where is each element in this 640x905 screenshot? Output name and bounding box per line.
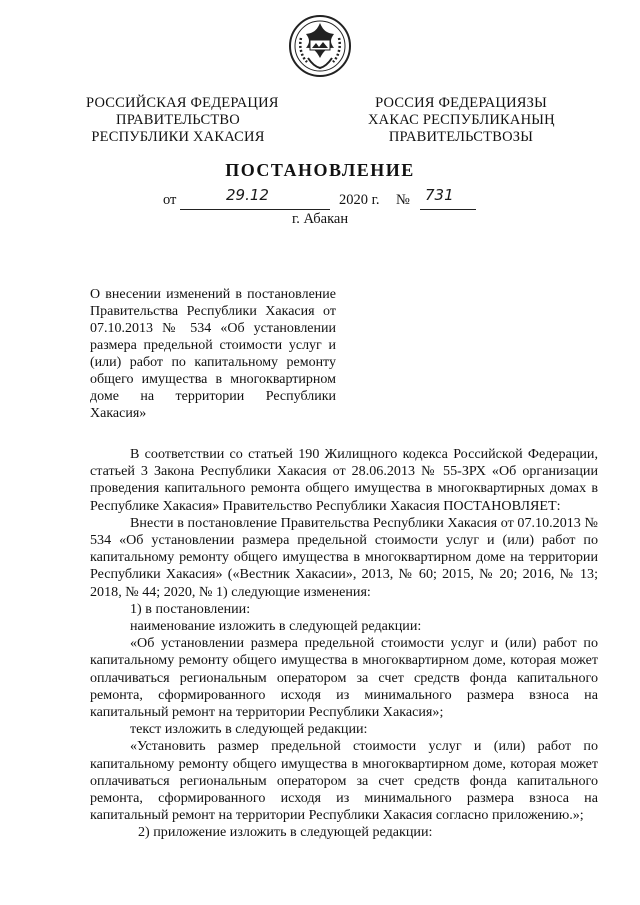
header-left-line-1: РОССИЙСКАЯ ФЕДЕРАЦИЯ [86,95,279,111]
number-sign: № [396,192,410,208]
body-paragraph-8: 2) приложение изложить в следующей редакции: [138,824,433,841]
body-paragraph-3: 1) в постановлении: [130,600,251,617]
body-paragraph-7: «Установить размер предельной стоимости услуг и (или) работ по капитальному ремонту общего имущества в многоквартирном доме, которая может оплачиваться региональным оператором за счет средств фонда капитального ремонта, сформированного исходя из минимального размера взноса на капитальный ремонт на территории Республики Хакасия согласно приложению.»; [90,738,598,824]
date-field [180,186,330,210]
document-subject: О внесении изменений в постановление Правительства Республики Хакасия от 07.10.2013 № 534 «Об установлении размера предельной стоимости услуг и (или) работ по капитальному ремонту общего имущества в многоквартирном доме на территории Республики Хакасия» [90,287,336,421]
header-left-block [86,95,279,146]
body-paragraph-4: наименование изложить в следующей редакции: [130,618,422,635]
body-paragraph-1: В соответствии со статьей 190 Жилищного кодекса Российской Федерации, статьей 3 Закона Республики Хакасия от 28.06.2013 № 55-ЗРХ «Об организации проведения капитального ремонта общего имущества в многоквартирных домах в Республике Хакасия» Правительство Республики Хакасия ПОСТАНОВЛЯЕТ: [90,446,598,514]
header-left-line-3: РЕСПУБЛИКИ ХАКАСИЯ [91,129,265,145]
date-year: 2020 г. [339,192,380,208]
city-name: г. Абакан [292,211,349,227]
header-right-line-1: РОССИЯ ФЕДЕРАЦИЯЗЫ [375,95,547,111]
number-field [420,186,476,210]
body-paragraph-6: текст изложить в следующей редакции: [130,721,368,738]
body-paragraph-5: «Об установлении размера предельной стоимости услуг и (или) работ по капитальному ремонту общего имущества в многоквартирном доме, которая может оплачиваться региональным оператором за счет средств фонда капитального ремонта, сформированного исходя из минимального размера взноса на капитальный ремонт на территории Республики Хакасия»; [90,635,598,721]
header-left-line-2: ПРАВИТЕЛЬСТВО [116,112,240,128]
document-title: ПОСТАНОВЛЕНИЕ [225,160,415,180]
header-right-line-3: ПРАВИТЕЛЬСТВОЗЫ [388,129,534,145]
date-prefix: от [163,192,177,208]
header-right-block [368,95,554,146]
coat-of-arms-emblem [288,14,352,78]
body-paragraph-2: Внести в постановление Правительства Республики Хакасия от 07.10.2013 № 534 «Об установлении размера предельной стоимости услуг и (или) работ по капитальному ремонту общего имущества в многоквартирном доме на территории Республики Хакасия» («Вестник Хакасии», 2013, № 60; 2015, № 20; 2016, № 13; 2018, № 44; 2020, № 1) следующие изменения: [90,514,598,600]
handwritten-date: 29.12 [226,186,269,204]
document-body [90,446,598,842]
handwritten-number: 731 [425,186,454,204]
header-right-line-2: ХАКАС РЕСПУБЛИКАНЫҢ [368,112,555,128]
